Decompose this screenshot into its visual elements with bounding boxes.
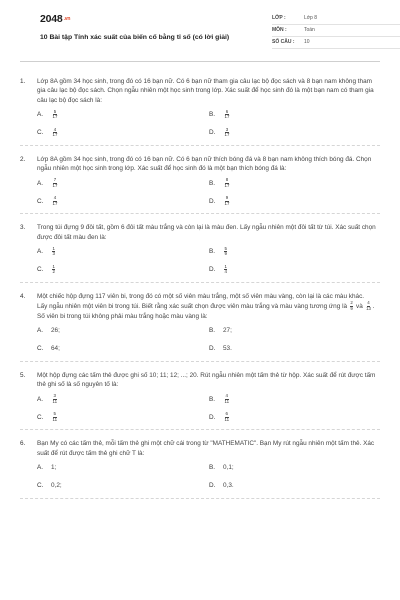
- question-row: [20, 155, 380, 174]
- option-key: A.: [37, 111, 44, 119]
- question-row: [20, 77, 380, 105]
- meta-value: Lớp 8: [304, 14, 318, 21]
- fraction-denominator: 17: [224, 114, 230, 120]
- meta-row-subject: [272, 25, 400, 37]
- answer-option[interactable]: [209, 177, 381, 189]
- fraction-numerator: 1: [52, 245, 55, 251]
- answer-option[interactable]: [209, 393, 381, 405]
- fraction-denominator: 11: [224, 398, 230, 404]
- question-block: [20, 155, 380, 215]
- meta-table: [272, 13, 400, 49]
- option-key: D.: [209, 266, 216, 274]
- option-key: A.: [37, 464, 44, 472]
- answer-option[interactable]: [37, 177, 209, 189]
- fraction: [52, 247, 55, 257]
- fraction-denominator: 17: [52, 200, 58, 206]
- option-key: D.: [209, 413, 216, 421]
- question-text: Lớp 8A gồm 34 học sinh, trong đó có 16 bạn nữ. Có 6 bạn nữ tham gia câu lạc bộ đọc sách và 8 bạn nam không tham gia câu lạc bộ đọc sách. Chọn ngẫu nhiên một học sinh trong lớp. Xác suất để học sinh đó là một bạn nam có tham gia câu lạc bộ đọc sách là:: [37, 78, 374, 104]
- answer-option[interactable]: [209, 325, 381, 337]
- option-value: 53.: [223, 345, 232, 353]
- answer-option[interactable]: [209, 195, 381, 207]
- fraction: [224, 247, 227, 257]
- answer-options: [37, 325, 380, 355]
- answer-option[interactable]: [37, 127, 209, 139]
- question-number: 6.: [20, 440, 26, 448]
- option-value: 0,3.: [223, 482, 234, 490]
- fraction-numerator: 1: [52, 263, 55, 269]
- answer-options: [37, 177, 380, 207]
- fraction-denominator: 11: [52, 416, 58, 422]
- fraction-numerator: 9: [225, 195, 229, 201]
- answer-option[interactable]: [37, 480, 209, 492]
- option-key: C.: [37, 345, 44, 353]
- option-key: B.: [209, 395, 216, 403]
- fraction: [224, 265, 227, 275]
- fraction-numerator: 3: [225, 126, 229, 132]
- question-number: 4.: [20, 292, 26, 300]
- fraction-numerator: 6: [225, 411, 228, 417]
- fraction: [52, 110, 58, 120]
- question-text: Một hộp đựng các tấm thẻ được ghi số 10; 11; 12; ...; 20. Rút ngẫu nhiên một tấm thẻ từ hộp. Xác suất để rút được tấm thẻ ghi số là số nguyên tố là:: [37, 371, 376, 389]
- question-row: [20, 292, 380, 321]
- question-number: 2.: [20, 155, 26, 163]
- fraction-denominator: 17: [224, 182, 230, 188]
- fraction-numerator: 5: [53, 411, 56, 417]
- fraction-denominator: 9: [350, 305, 353, 311]
- fraction-denominator: 17: [224, 200, 230, 206]
- option-value: 27;: [223, 327, 232, 335]
- option-key: B.: [209, 179, 216, 187]
- fraction-numerator: 4: [367, 300, 370, 306]
- option-key: C.: [37, 197, 44, 205]
- answer-options: [37, 393, 380, 423]
- option-key: D.: [209, 129, 216, 137]
- fraction-numerator: 2: [350, 300, 353, 306]
- fraction-numerator: 4: [225, 393, 228, 399]
- option-key: D.: [209, 482, 216, 490]
- fraction-denominator: 3: [52, 251, 55, 257]
- question-block: [20, 223, 380, 283]
- option-key: C.: [37, 266, 44, 274]
- answer-option[interactable]: [37, 343, 209, 355]
- answer-option[interactable]: [37, 411, 209, 423]
- question-text: Lớp 8A gồm 34 học sinh, trong đó có 16 bạn nữ. Có 6 bạn nữ thích bóng đá và 8 bạn nam không thích bóng đá. Chọn ngẫu nhiên một học sinh trong lớp. Xác suất để học sinh đó là một bạn thích bóng đá là:: [37, 155, 372, 173]
- option-key: C.: [37, 413, 44, 421]
- answer-option[interactable]: [209, 109, 381, 121]
- question-block: [20, 439, 380, 499]
- meta-value: 10: [304, 38, 310, 45]
- fraction-denominator: 11: [224, 416, 230, 422]
- site-logo[interactable]: [40, 12, 70, 27]
- option-value: 0,1;: [223, 464, 234, 472]
- answer-option[interactable]: [209, 127, 381, 139]
- option-key: C.: [37, 482, 44, 490]
- question-block: [20, 292, 380, 362]
- option-key: B.: [209, 464, 216, 472]
- option-key: D.: [209, 197, 216, 205]
- answer-option[interactable]: [209, 462, 381, 474]
- answer-options: [37, 462, 380, 492]
- answer-option[interactable]: [37, 109, 209, 121]
- question-text: Bạn My có các tấm thẻ, mỗi tấm thẻ ghi một chữ cái trong từ "MATHEMATIC". Bạn My rút ngẫu nhiên một tấm thẻ. Xác suất để rút được tấm thẻ ghi chữ T là:: [37, 440, 375, 457]
- option-key: B.: [209, 327, 216, 335]
- fraction: [52, 265, 55, 275]
- question-number: 5.: [20, 371, 26, 379]
- fraction-numerator: 3: [53, 393, 56, 399]
- option-key: A.: [37, 179, 44, 187]
- option-key: B.: [209, 248, 216, 256]
- fraction: [350, 301, 353, 311]
- answer-option[interactable]: [37, 246, 209, 258]
- question-text-part: và: [354, 303, 365, 311]
- answer-options: [37, 109, 380, 139]
- question-row: [20, 439, 380, 458]
- fraction-numerator: 7: [53, 177, 57, 183]
- fraction-numerator: 8: [225, 177, 229, 183]
- logo-text: 2048: [40, 13, 63, 25]
- fraction: [366, 301, 372, 311]
- answer-option[interactable]: [209, 480, 381, 492]
- question-list: [20, 77, 380, 508]
- fraction-denominator: 17: [52, 132, 58, 138]
- fraction-denominator: 2: [52, 269, 55, 275]
- fraction: [224, 412, 230, 422]
- fraction-numerator: 4: [53, 195, 57, 201]
- fraction: [224, 128, 230, 138]
- answer-option[interactable]: [209, 246, 381, 258]
- meta-row-count: [272, 37, 400, 49]
- question-row: [20, 223, 380, 242]
- option-value: 26;: [51, 327, 60, 335]
- fraction: [52, 394, 58, 404]
- option-key: D.: [209, 345, 216, 353]
- option-key: C.: [37, 129, 44, 137]
- document-title: 10 Bài tập Tính xác suất của biến cố bằng tỉ số (có lời giải): [40, 34, 230, 41]
- fraction-denominator: 11: [52, 398, 58, 404]
- logo-domain: .vn: [63, 16, 71, 22]
- fraction: [224, 178, 230, 188]
- fraction: [52, 128, 58, 138]
- option-key: A.: [37, 327, 44, 335]
- answer-option[interactable]: [209, 264, 381, 276]
- question-row: [20, 371, 380, 390]
- question-number: 1.: [20, 78, 26, 85]
- fraction-denominator: 4: [224, 269, 227, 275]
- question-text-part: Một chiếc hộp đựng 117 viên bi, trong đó có một số viên màu trắng, một số viên màu vàng, còn lại là các màu khác. Lấy ngẫu nhiên một viên bi trong túi. Biết rằng xác suất chọn được viên màu trắng và màu vàng tương ứng là: [37, 292, 365, 311]
- answer-option[interactable]: [37, 325, 209, 337]
- fraction-numerator: 5: [53, 108, 57, 114]
- meta-value: Toán: [304, 26, 315, 33]
- fraction-numerator: 1: [224, 263, 227, 269]
- option-key: B.: [209, 111, 216, 119]
- answer-option[interactable]: [37, 393, 209, 405]
- answer-option[interactable]: [209, 343, 381, 355]
- meta-row-class: [272, 13, 400, 25]
- meta-label: LỚP :: [272, 14, 286, 21]
- document-header: [20, 0, 380, 62]
- fraction-denominator: 17: [52, 182, 58, 188]
- fraction: [224, 196, 230, 206]
- answer-option[interactable]: [209, 411, 381, 423]
- fraction: [52, 412, 58, 422]
- question-block: [20, 77, 380, 146]
- question-text: Trong túi đựng 9 đôi tất, gồm 6 đôi tất màu trắng và còn lại là màu đen. Lấy ngẫu nhiên một đôi tất từ túi. Xác suất chọn được đôi tất màu đen là:: [37, 224, 376, 241]
- fraction-denominator: 17: [52, 114, 58, 120]
- question-number: 3.: [20, 224, 26, 232]
- question-text: [37, 292, 380, 321]
- option-value: 0,2;: [51, 482, 62, 490]
- fraction-denominator: 13: [366, 305, 371, 311]
- option-key: A.: [37, 248, 44, 256]
- answer-option[interactable]: [37, 462, 209, 474]
- fraction-numerator: 6: [225, 108, 229, 114]
- fraction-numerator: 4: [53, 126, 57, 132]
- meta-label: MÔN :: [272, 26, 287, 33]
- meta-label: SỐ CÂU :: [272, 38, 295, 45]
- answer-option[interactable]: [37, 264, 209, 276]
- answer-option[interactable]: [37, 195, 209, 207]
- fraction: [52, 178, 58, 188]
- answer-options: [37, 246, 380, 276]
- fraction-numerator: 5: [224, 245, 227, 251]
- option-value: 64;: [51, 345, 60, 353]
- fraction: [224, 110, 230, 120]
- fraction: [224, 394, 230, 404]
- question-text-part: . Số viên bi trong túi không phải màu trắng hoặc màu vàng là:: [37, 303, 375, 320]
- fraction-denominator: 9: [224, 251, 227, 257]
- option-key: A.: [37, 395, 44, 403]
- question-block: [20, 371, 380, 431]
- fraction-denominator: 17: [224, 132, 230, 138]
- option-value: 1;: [51, 464, 57, 472]
- fraction: [52, 196, 58, 206]
